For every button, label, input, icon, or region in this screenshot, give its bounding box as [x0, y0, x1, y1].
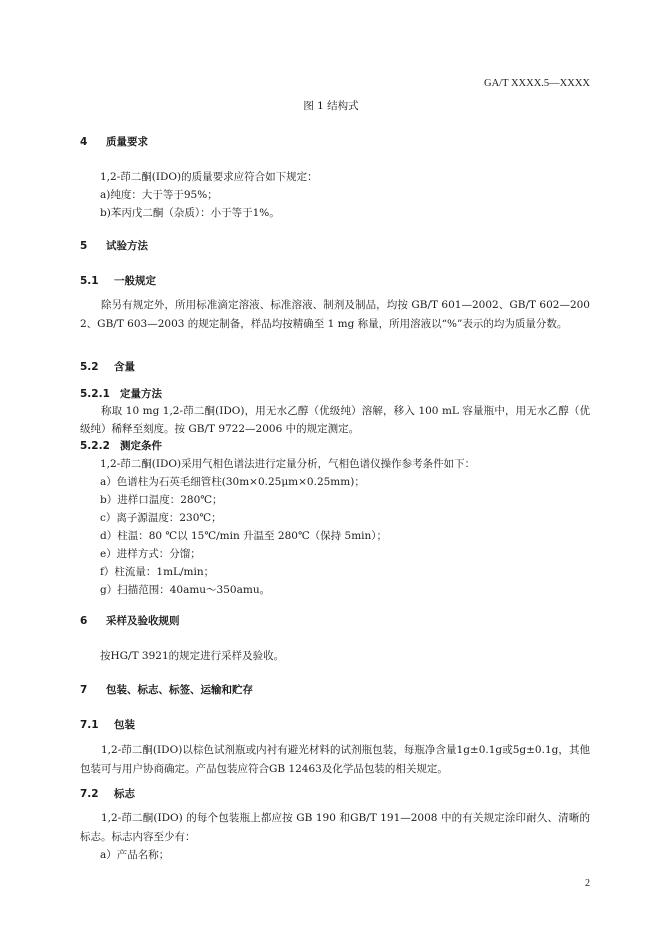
section-number: 5: [80, 240, 88, 252]
condition-item: c）离子源温度：230℃；: [100, 512, 222, 524]
section-4-heading: [80, 133, 590, 152]
section-6-paragraph: 按HG/T 3921的规定进行采样及验收。: [100, 650, 285, 662]
section-7-1-heading: [80, 716, 590, 735]
section-7-heading: [80, 681, 590, 700]
section-number: 5.2.1: [80, 388, 110, 400]
section-4-item-a: a)纯度：大于等于95%；: [100, 189, 218, 201]
section-number: 5.2: [80, 361, 99, 373]
document-code: GA/T XXXX.5—XXXX: [484, 78, 590, 89]
condition-item: a）色谱柱为石英毛细管柱(30m×0.25μm×0.25mm)；: [100, 476, 365, 488]
section-5-2-2-intro: 1,2-茚二酮(IDO)采用气相色谱法进行定量分析，气相色谱仪操作参考条件如下：: [100, 458, 476, 470]
section-number: 5.2.2: [80, 440, 110, 452]
section-number: 6: [80, 615, 88, 627]
section-5-1-paragraph: 除另有规定外，所用标准滴定溶液、标准溶液、制剂及制品，均按 GB/T 601—2002、GB/T 602—2002、GB/T 603—2003 的规定制备，样品均按精确至 1 mg 称量，所用溶液以“%”表示的均为质量分数。: [80, 299, 590, 330]
section-number: 7: [80, 684, 88, 696]
condition-item: d）柱温：80 ℃以 15℃/min 升温至 280℃（保持 5min）；: [100, 530, 388, 542]
condition-item: g）扫描范围：40amu～350amu。: [100, 584, 271, 596]
section-7-2-paragraph: 1,2-茚二酮(IDO) 的每个包装瓶上都应按 GB 190 和GB/T 191—2008 中的有关规定涂印耐久、清晰的标志。标志内容至少有：: [80, 812, 590, 843]
section-title: 质量要求: [106, 136, 148, 148]
page-number: 2: [585, 878, 590, 889]
section-number: 7.1: [80, 719, 99, 731]
section-number: 5.1: [80, 275, 99, 287]
section-7-2-heading: [80, 785, 590, 804]
section-number: 4: [80, 136, 88, 148]
section-title: 一般规定: [114, 275, 156, 287]
condition-item: f）柱流量：1mL/min；: [100, 566, 215, 578]
condition-item: b）进样口温度：280℃；: [100, 494, 223, 506]
condition-item: e）进样方式：分馏；: [100, 548, 201, 560]
section-5-1-heading: [80, 272, 590, 291]
section-5-2-2-heading: [80, 437, 590, 456]
section-7-1-paragraph: 1,2-茚二酮(IDO)以棕色试剂瓶或内衬有避光材料的试剂瓶包装，每瓶净含量1g±0.1g或5g±0.1g，其他包装可与用户协商确定。产品包装应符合GB 12463及化学品包装的相关规定。: [80, 744, 590, 775]
section-4-intro: 1,2-茚二酮(IDO)的质量要求应符合如下规定：: [100, 171, 318, 183]
section-5-2-1-paragraph: 称取 10 mg 1,2-茚二酮(IDO)，用无水乙醇（优级纯）溶解，移入 100 mL 容量瓶中，用无水乙醇（优级纯）稀释至刻度。按 GB/T 9722—2006 中的规定测定。: [80, 405, 590, 435]
section-title: 包装: [114, 719, 135, 731]
section-title: 含量: [114, 361, 135, 373]
section-title: 测定条件: [120, 440, 162, 452]
section-title: 采样及验收规则: [106, 615, 180, 627]
figure-caption: 图 1 结构式: [303, 100, 359, 112]
section-title: 定量方法: [120, 388, 162, 400]
section-title: 试验方法: [106, 240, 148, 252]
section-7-2-item-a: a）产品名称；: [100, 849, 170, 861]
section-5-2-heading: [80, 358, 590, 377]
section-5-heading: [80, 237, 590, 256]
section-number: 7.2: [80, 788, 99, 800]
section-6-heading: [80, 612, 590, 631]
section-title: 包装、标志、标签、运输和贮存: [106, 684, 253, 696]
section-4-item-b: b)苯丙戊二酮（杂质）：小于等于1%。: [100, 207, 280, 219]
section-title: 标志: [114, 788, 135, 800]
